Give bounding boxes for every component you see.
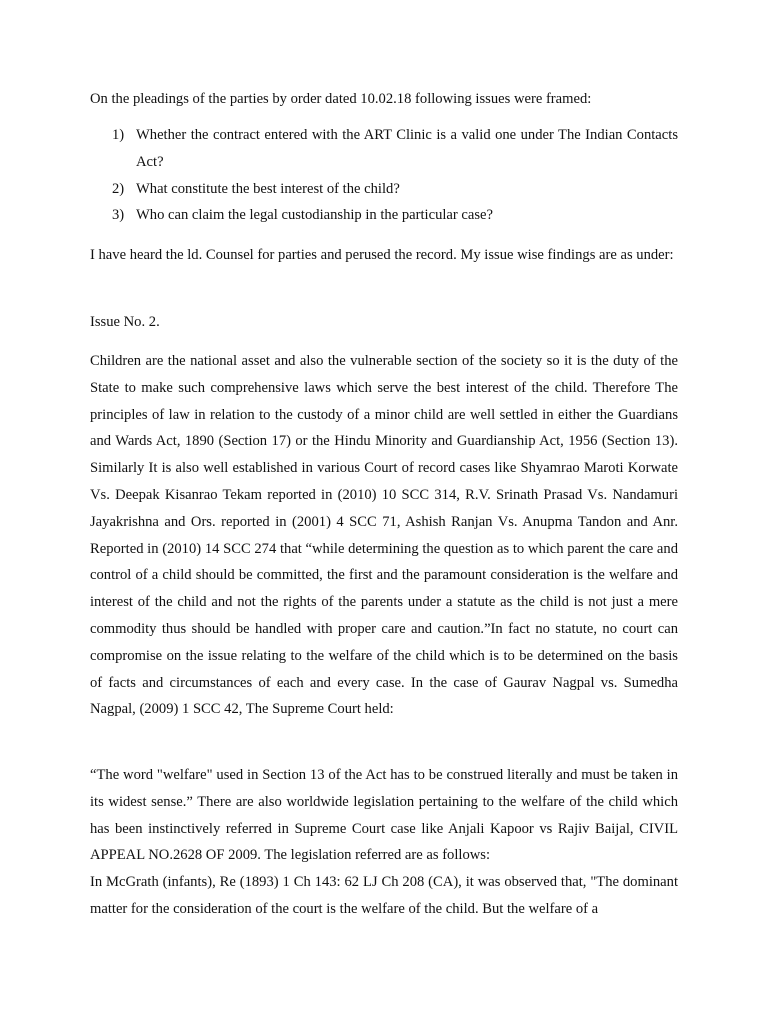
mcgrath-paragraph: In McGrath (infants), Re (1893) 1 Ch 143: 62 LJ Ch 208 (CA), it was observed that, "The dominant matter for the consideration of the court is the welfare of the child. But the welfare of a — [90, 874, 678, 917]
body-paragraph: Children are the national asset and also the vulnerable section of the society so it is the duty of the State to make such comprehensive laws which serve the best interest of the child. Therefore The principles of law in relation to the custody of a minor child are well settled in either the Guardians and Wards Act, 1890 (Section 17) or the Hindu Minority and Guardianship Act, 1956 (Section 13). Similarly It is also well established in various Court of record cases like Shyamrao Maroti Korwate Vs. Deepak Kisanrao Tekam reported in (2010) 10 SCC 314, R.V. Srinath Prasad Vs. Nandamuri Jayakrishna and Ors. reported in (2001) 4 SCC 71, Ashish Ranjan Vs. Anupma Tandon and Anr. Reported in (2010) 14 SCC 274 that “while determining the question as to which parent the care and control of a child should be committed, the first and the paramount consideration is the welfare and interest of the child and not the rights of the parents under a statute as the child is not just a mere commodity thus should be handled with proper care and caution.”In fact no statute, no court can compromise on the issue relating to the welfare of the child which is to be determined on the basis of facts and circumstances of each and every case. In the case of Gaurav Nagpal vs. Sumedha Nagpal, (2009) 1 SCC 42, The Supreme Court held: — [90, 353, 678, 718]
section-heading: Issue No. 2. — [90, 314, 160, 330]
list-item — [90, 122, 678, 176]
issue-text: Who can claim the legal custodianship in the particular case? — [136, 207, 493, 224]
heard-paragraph: I have heard the ld. Counsel for parties and perused the record. My issue wise findings are as under: — [90, 247, 674, 263]
list-item — [90, 176, 678, 203]
list-item — [90, 202, 678, 229]
issue-number: 3) — [112, 207, 125, 224]
issue-number: 1) — [112, 127, 125, 143]
issue-number: 2) — [112, 180, 125, 197]
issues-list — [90, 122, 678, 229]
quote-paragraph: “The word "welfare" used in Section 13 of the Act has to be construed literally and must be taken in its widest sense.” There are also worldwide legislation pertaining to the welfare of the child which has been instinctively referred in Supreme Court case like Anjali Kapoor vs Rajiv Baijal, CIVIL APPEAL NO.2628 OF 2009. The legislation referred are as follows: — [90, 767, 678, 864]
intro-paragraph: On the pleadings of the parties by order dated 10.02.18 following issues were framed: — [90, 91, 592, 107]
quote-block — [90, 762, 678, 923]
issue-text: Whether the contract entered with the ART Clinic is a valid one under The Indian Contacts Act? — [136, 127, 678, 170]
issue-text: What constitute the best interest of the child? — [136, 180, 400, 197]
